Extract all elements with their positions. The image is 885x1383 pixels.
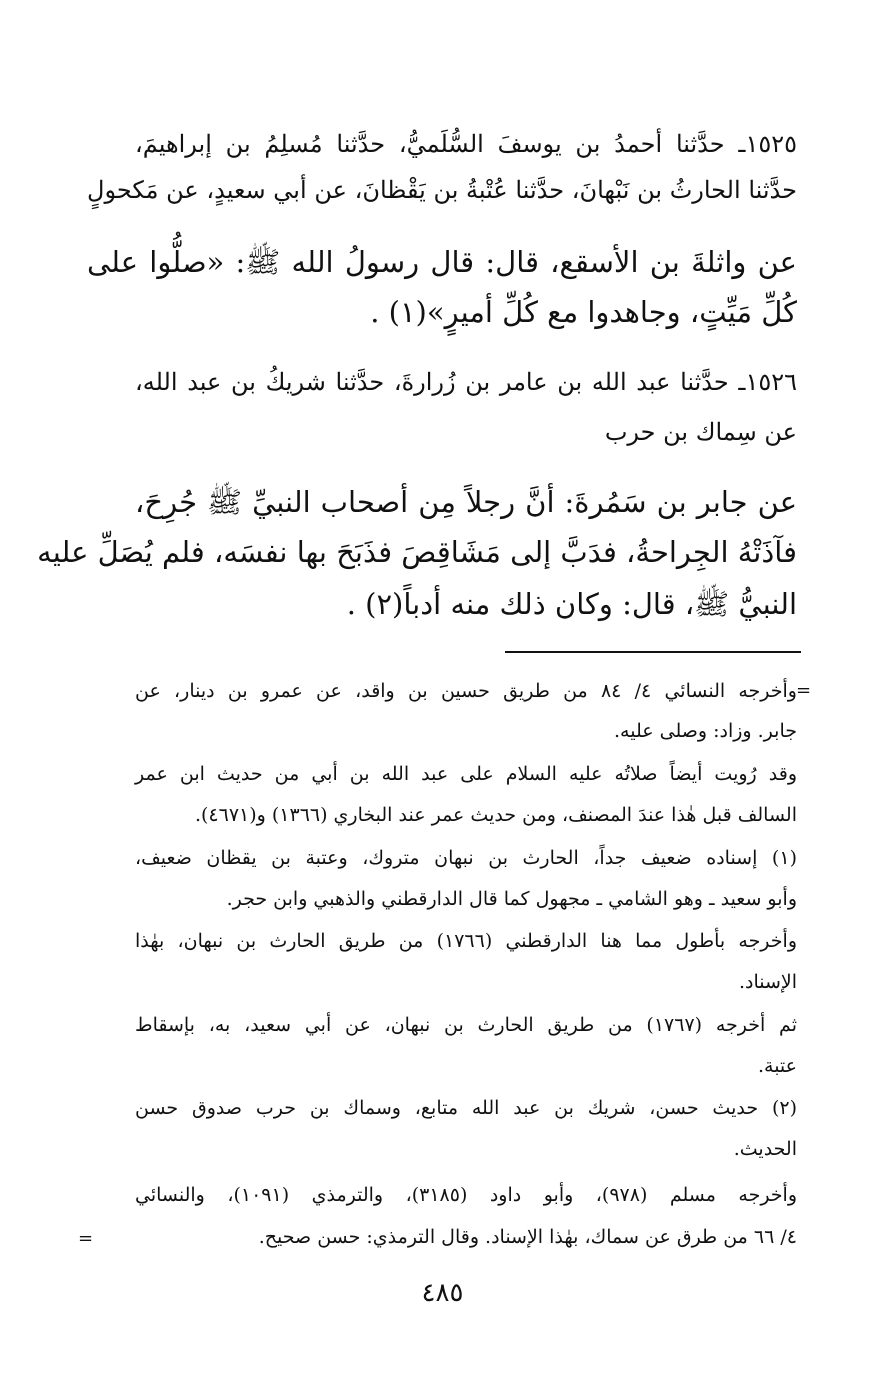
footnote-line: وأبو سعيد ـ وهو الشامي ـ مجهول كما قال الدارقطني والذهبي وابن حجر. — [226, 888, 797, 910]
footnote-line: السالف قبل هٰذا عندَ المصنف، ومن حديث عمر عند البخاري (١٣٦٦) و(٤٦٧١). — [194, 804, 797, 826]
footnote-line: الإسناد. — [738, 971, 797, 993]
hadith-1526-matn-line-1: عن جابر بن سَمُرةَ: أنَّ رجلاً مِن أصحاب النبيِّ ﷺ جُرِحَ، — [135, 485, 797, 519]
footnote-line: ثم أخرجه (١٧٦٧) من طريق الحارث بن نبهان، عن أبي سعيد، به، بإسقاط — [135, 1014, 797, 1036]
footnote-line: (٢) حديث حسن، شريك بن عبد الله متابع، وسماك بن حرب صدوق حسن — [135, 1097, 797, 1119]
footnote-line: عتبة. — [757, 1055, 797, 1077]
page-number: ٤٨٥ — [421, 1278, 464, 1308]
footnote-continuation-mark-bottom: = — [78, 1228, 94, 1249]
footnote-continuation-mark-top: = — [796, 680, 812, 701]
hadith-1525-isnad-line-2: حدَّثنا الحارثُ بن نَبْهانَ، حدَّثنا عُتْبةُ بن يَقْظانَ، عن أبي سعيدٍ، عن مَكحولٍ — [87, 176, 797, 204]
footnote-line: وأخرجه النسائي ٤/ ٨٤ من طريق حسين بن واقد، عن عمرو بن دينار، عن — [135, 680, 797, 702]
footnote-line: وأخرجه بأطول مما هنا الدارقطني (١٧٦٦) من طريق الحارث بن نبهان، بهٰذا — [135, 930, 797, 952]
footnote-line: جابر. وزاد: وصلى عليه. — [614, 720, 797, 742]
hadith-1526-isnad-line-1: ١٥٢٦ـ حدَّثنا عبد الله بن عامر بن زُرارةَ، حدَّثنا شريكُ بن عبد الله، — [135, 368, 797, 396]
footnote-line: وقد رُويت أيضاً صلاتُه عليه السلام على عبد الله بن أبي من حديث ابن عمر — [135, 763, 797, 785]
footnote-divider — [505, 651, 801, 653]
hadith-1526-matn-line-3: النبيُّ ﷺ، قال: وكان ذلك منه أدباً(٢) . — [346, 587, 797, 621]
hadith-1526-isnad-line-2: عن سِماك بن حرب — [604, 418, 797, 446]
footnote-line: وأخرجه مسلم (٩٧٨)، وأبو داود (٣١٨٥)، والترمذي (١٠٩١)، والنسائي — [135, 1184, 797, 1206]
footnote-line: ٤/ ٦٦ من طرق عن سماك، بهٰذا الإسناد. وقال الترمذي: حسن صحيح. — [258, 1226, 797, 1248]
footnote-line: (١) إسناده ضعيف جداً، الحارث بن نبهان متروك، وعتبة بن يقظان ضعيف، — [135, 847, 797, 869]
footnote-line: الحديث. — [733, 1138, 797, 1160]
hadith-1526-matn-line-2: فآذَتْهُ الجِراحةُ، فدَبَّ إلى مَشَاقِصَ فذَبَحَ بها نفسَه، فلم يُصَلِّ عليه — [37, 535, 797, 569]
hadith-1525-matn-line-2: كُلِّ مَيِّتٍ، وجاهدوا مع كُلِّ أميرٍ»(١) . — [370, 295, 797, 329]
hadith-1525-matn-line-1: عن واثلةَ بن الأسقع، قال: قال رسولُ الله ﷺ: «صلُّوا على — [87, 245, 797, 279]
hadith-1525-isnad-line-1: ١٥٢٥ـ حدَّثنا أحمدُ بن يوسفَ السُّلَميُّ، حدَّثنا مُسلِمُ بن إبراهيمَ، — [135, 130, 797, 158]
